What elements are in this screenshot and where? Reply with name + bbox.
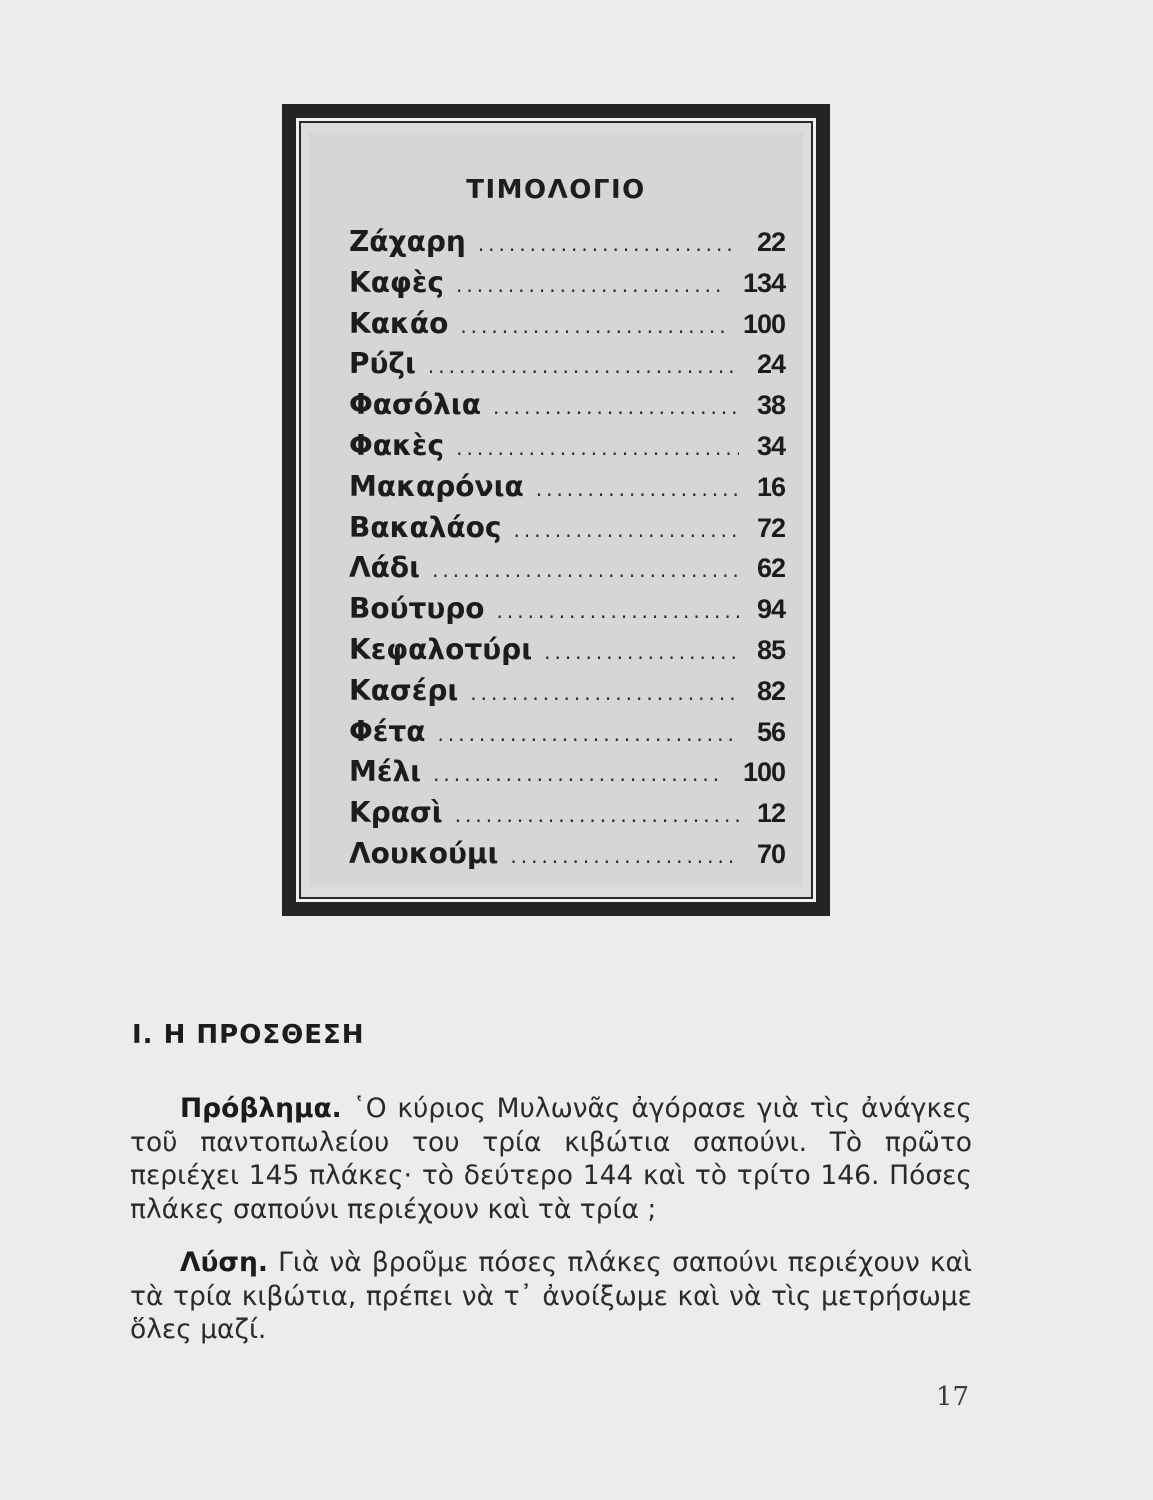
item-price: 16: [756, 471, 785, 502]
price-list-item: [349, 225, 785, 266]
problem-text: ῾Ο κύριος Μυλωνᾶς ἀγόρασε γιὰ τὶς ἀνάγκες τοῦ παντοπωλείου του τρία κιβώτια σαπούνι. Τὸ πρῶτο περιέχει 145 πλάκες· τὸ δεύτερο 144 καὶ τὸ τρίτο 146. Πόσες πλάκες σαπούνι περιέχουν καὶ τὰ τρία ;: [130, 1093, 972, 1225]
price-list-item: [349, 511, 785, 552]
item-price: 56: [756, 716, 785, 747]
item-price: 34: [756, 430, 785, 461]
dot-leader: [428, 354, 739, 378]
price-list-background: [309, 133, 803, 887]
dot-leader: [497, 599, 739, 623]
item-name: Κακάο: [349, 306, 449, 340]
item-name: Φέτα: [349, 714, 426, 748]
dot-leader: [514, 518, 739, 542]
item-price: 22: [756, 227, 785, 257]
price-list-item: [349, 837, 785, 878]
item-name: Λουκούμι: [349, 836, 499, 870]
item-price: 85: [756, 634, 785, 665]
price-list-item: [349, 715, 785, 756]
price-list-inner-border: [296, 118, 816, 902]
item-name: Βακαλάος: [349, 510, 502, 544]
item-name: Μέλι: [349, 755, 422, 789]
dot-leader: [433, 762, 725, 786]
page-number: 17: [936, 1382, 970, 1412]
item-price: 94: [756, 594, 785, 625]
price-list-panel: [299, 121, 813, 899]
price-list-item: [349, 674, 785, 715]
dot-leader: [460, 314, 725, 338]
item-price: 100: [742, 308, 785, 339]
price-list-item: [349, 266, 785, 307]
price-list-items: [349, 225, 785, 878]
dot-leader: [544, 640, 739, 664]
item-name: Κασέρι: [349, 673, 459, 707]
price-list-item: [349, 755, 785, 796]
item-name: Καφὲς: [349, 265, 445, 299]
dot-leader: [432, 558, 739, 582]
solution-paragraph: [130, 1246, 972, 1347]
price-list-item: [349, 347, 785, 388]
dot-leader: [456, 273, 725, 297]
price-list-frame: [282, 104, 830, 916]
dot-leader: [478, 232, 739, 256]
item-name: Μακαρόνια: [349, 469, 524, 503]
dot-leader: [470, 681, 739, 705]
section-heading: Ι. Η ΠΡΟΣΘΕΣΗ: [132, 1020, 365, 1050]
item-price: 24: [756, 349, 785, 380]
price-list-item: [349, 388, 785, 429]
item-price: 38: [756, 390, 785, 421]
price-list-item: [349, 796, 785, 837]
dot-leader: [455, 803, 739, 827]
item-price: 62: [756, 553, 785, 584]
item-price: 70: [756, 838, 785, 869]
item-name: Κρασὶ: [349, 796, 443, 830]
item-name: Φασόλια: [349, 388, 481, 422]
item-name: Βούτυρο: [349, 592, 485, 626]
solution-lead: Λύση.: [180, 1247, 268, 1278]
item-name: Κεφαλοτύρι: [349, 632, 533, 666]
dot-leader: [536, 477, 739, 501]
price-list-item: [349, 551, 785, 592]
dot-leader: [510, 844, 739, 868]
item-name: Φακὲς: [349, 428, 445, 462]
solution-text: Γιὰ νὰ βροῦμε πόσες πλάκες σαπούνι περιέχουν καὶ τὰ τρία κιβώτια, πρέπει νὰ τ᾽ ἀνοίξωμε καὶ νὰ τὶς μετρήσωμε ὅλες μαζί.: [130, 1247, 972, 1345]
item-name: Ζάχαρη: [349, 225, 466, 258]
item-name: Ρύζι: [349, 347, 416, 381]
item-price: 100: [742, 757, 785, 788]
item-name: Λάδι: [349, 551, 421, 585]
item-price: 12: [756, 798, 785, 829]
price-list-item: [349, 307, 785, 348]
item-price: 72: [756, 512, 785, 543]
item-price: 134: [742, 267, 785, 298]
dot-leader: [438, 722, 739, 746]
problem-paragraph: [130, 1092, 972, 1226]
price-list-title: ΤΙΜΟΛΟΓΙΟ: [466, 175, 646, 205]
price-list-item: [349, 470, 785, 511]
price-list-item: [349, 592, 785, 633]
dot-leader: [493, 395, 739, 419]
problem-lead: Πρόβλημα.: [180, 1093, 342, 1124]
price-list-item: [349, 429, 785, 470]
price-list-item: [349, 633, 785, 674]
dot-leader: [456, 436, 739, 460]
item-price: 82: [756, 675, 785, 706]
